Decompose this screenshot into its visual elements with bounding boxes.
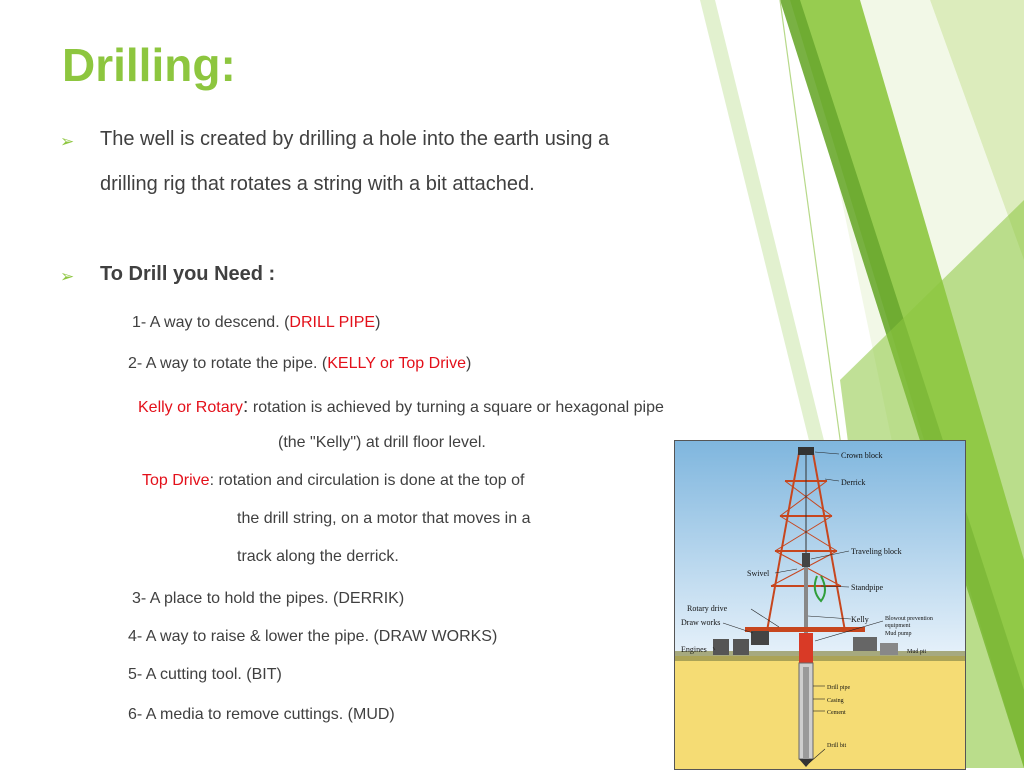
label-bop-line2: equipment <box>885 623 911 629</box>
label-cement: Cement <box>827 710 846 716</box>
label-mud-pump: Mud pump <box>885 631 912 637</box>
label-draw-works: Draw works <box>681 618 721 627</box>
engine-2 <box>733 639 749 655</box>
traveling-block <box>802 553 810 567</box>
kelly-definition <box>138 395 664 418</box>
label-bop-line1: Blowout prevention <box>885 616 933 622</box>
label-drill-bit: Drill bit <box>827 743 847 749</box>
item-2-tail: ) <box>465 355 472 372</box>
topdrive-desc-line1: : rotation and circulation is done at the top of <box>209 472 525 489</box>
bullet1-line2: drilling rig that rotates a string with a bit attached. <box>100 173 535 195</box>
kelly-colon: : <box>242 395 249 417</box>
topdrive-desc-line3: track along the derrick. <box>237 548 399 565</box>
ground <box>675 656 965 769</box>
item-2-highlight: KELLY or Top Drive <box>327 355 466 372</box>
item-1-tail: ) <box>375 314 381 331</box>
crown-block <box>798 447 814 455</box>
label-casing: Casing <box>827 698 844 704</box>
item-2 <box>128 355 471 373</box>
drill-pipe <box>803 667 809 759</box>
label-engines: Engines <box>681 645 707 654</box>
bullet1-line1: The well is created by drilling a hole into the earth using a <box>100 128 610 150</box>
bullet2-heading: To Drill you Need : <box>100 263 276 285</box>
label-rotary-drive: Rotary drive <box>687 604 728 613</box>
item-4: 4- A way to raise & lower the pipe. (DRAW WORKS) <box>128 628 498 645</box>
item-2-text: 2- A way to rotate the pipe. ( <box>128 355 328 372</box>
draw-works <box>751 631 769 645</box>
item-1-highlight: DRILL PIPE <box>289 314 376 331</box>
topdrive-term: Top Drive <box>142 472 210 489</box>
topdrive-desc-line2: the drill string, on a motor that moves in a <box>237 510 531 527</box>
label-crown-block: Crown block <box>841 451 883 460</box>
mud-pump <box>853 637 877 651</box>
slide-title: Drilling: <box>62 39 236 91</box>
engine-1 <box>713 639 729 655</box>
label-standpipe: Standpipe <box>851 583 883 592</box>
item-1-text: 1- A way to descend. ( <box>132 314 290 331</box>
label-swivel: Swivel <box>747 569 770 578</box>
topdrive-definition <box>142 472 524 490</box>
item-1 <box>132 314 380 332</box>
label-derrick: Derrick <box>841 478 866 487</box>
label-drill-pipe: Drill pipe <box>827 685 851 691</box>
bop-stack <box>799 633 813 667</box>
kelly-term: Kelly or Rotary <box>138 399 243 416</box>
item-3: 3- A place to hold the pipes. (DERRIK) <box>132 590 405 607</box>
label-kelly: Kelly <box>851 615 869 624</box>
item-6: 6- A media to remove cuttings. (MUD) <box>128 706 395 723</box>
label-mud-pit: Mud pit <box>907 649 927 655</box>
bullet-arrow-icon: ➢ <box>60 267 75 286</box>
mud-pit <box>880 643 898 655</box>
kelly-desc-line2: (the "Kelly") at drill floor level. <box>278 434 486 451</box>
bullet-arrow-icon: ➢ <box>60 132 75 151</box>
label-traveling-block: Traveling block <box>851 547 902 556</box>
rig-illustration <box>675 441 965 769</box>
item-5: 5- A cutting tool. (BIT) <box>128 666 282 683</box>
kelly-desc-line1: rotation is achieved by turning a square or hexagonal pipe <box>248 399 664 416</box>
drilling-rig-diagram <box>674 440 966 770</box>
